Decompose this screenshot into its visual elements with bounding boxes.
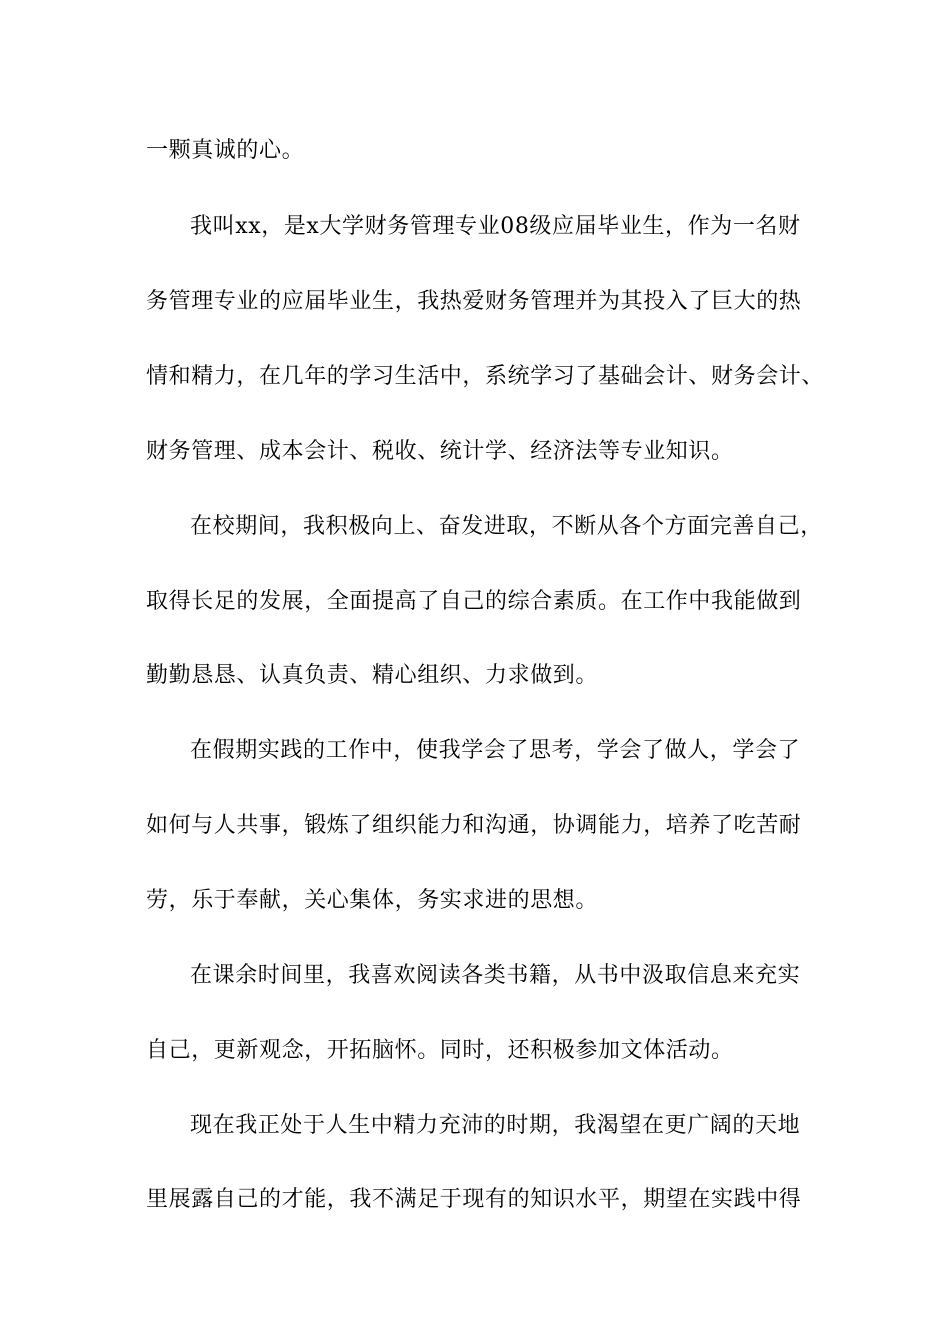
text-line: 一颗真诚的心。 bbox=[146, 138, 305, 163]
paragraph-start-line: 在假期实践的工作中，使我学会了思考，学会了做人，学会了 bbox=[190, 738, 801, 763]
text-line: 如何与人共事，锻炼了组织能力和沟通，协调能力，培养了吃苦耐 bbox=[146, 813, 802, 838]
text-line: 财务管理、成本会计、税收、统计学、经济法等专业知识。 bbox=[146, 439, 734, 464]
text-line: 里展露自己的才能，我不满足于现有的知识水平，期望在实践中得 bbox=[146, 1187, 802, 1212]
paragraph-start-line: 我叫xx，是x大学财务管理专业08级应届毕业生，作为一名财 bbox=[190, 214, 801, 239]
text-line: 情和精力，在几年的学习生活中，系统学习了基础会计、财务会计、 bbox=[146, 364, 825, 389]
text-line: 取得长足的发展，全面提高了自己的综合素质。在工作中我能做到 bbox=[146, 589, 802, 614]
paragraph-start-line: 在课余时间里，我喜欢阅读各类书籍，从书中汲取信息来充实 bbox=[190, 963, 801, 988]
paragraph-start-line: 在校期间，我积极向上、奋发进取，不断从各个方面完善自己， bbox=[190, 514, 823, 539]
text-line: 自己，更新观念，开拓脑怀。同时，还积极参加文体活动。 bbox=[146, 1038, 734, 1063]
text-line: 务管理专业的应届毕业生，我热爱财务管理并为其投入了巨大的热 bbox=[146, 289, 802, 314]
text-line: 劳，乐于奉献，关心集体，务实求进的思想。 bbox=[146, 888, 599, 913]
paragraph-start-line: 现在我正处于人生中精力充沛的时期，我渴望在更广阔的天地 bbox=[190, 1113, 801, 1138]
text-line: 勤勤恳恳、认真负责、精心组织、力求做到。 bbox=[146, 663, 599, 688]
